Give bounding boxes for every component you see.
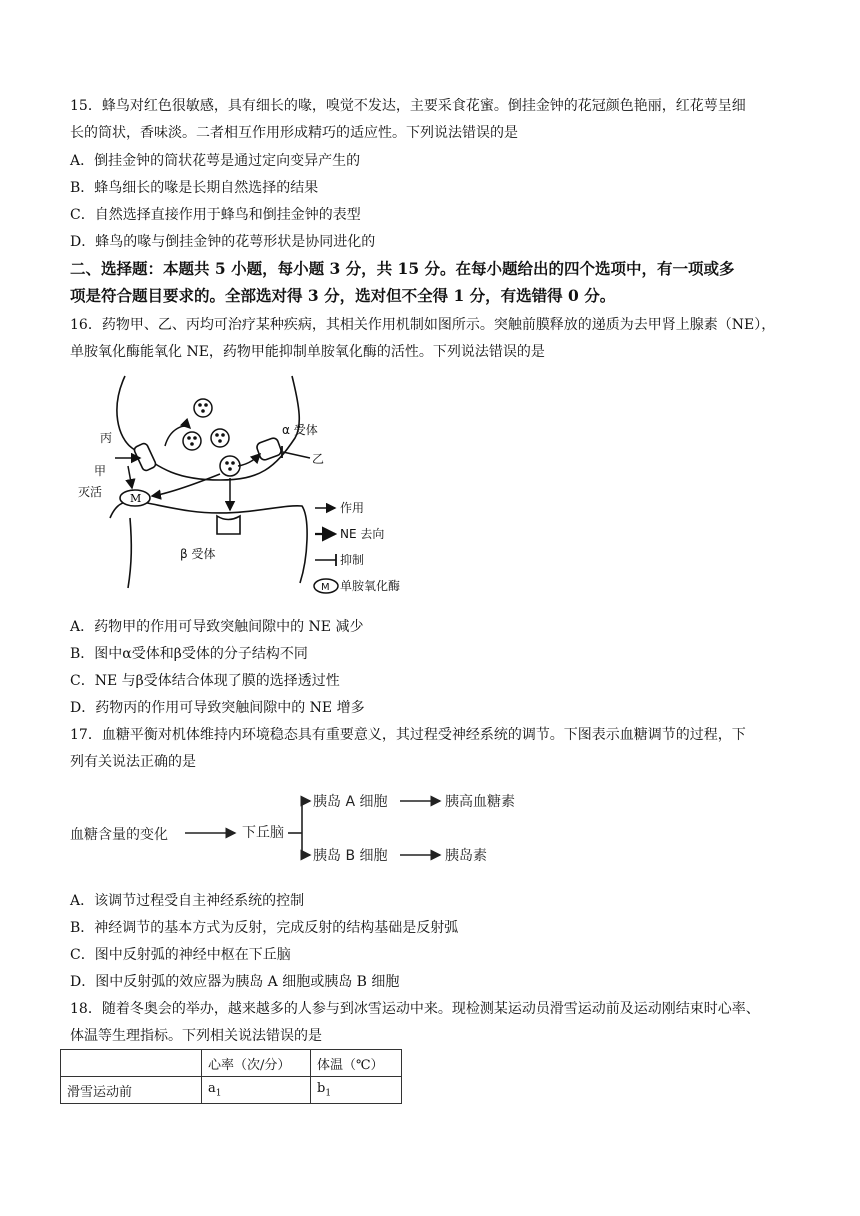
- inhibit-line-yi: [283, 452, 310, 458]
- q15-option-c: C．自然选择直接作用于蜂鸟和倒挂金钟的表型: [70, 207, 361, 223]
- label-yi: 乙: [312, 452, 325, 466]
- arrow-ne-to-alpha: [238, 454, 260, 466]
- postsynaptic-membrane: [110, 501, 307, 583]
- b-letter: b: [317, 1081, 326, 1097]
- q17-option-a: A．该调节过程受自主神经系统的控制: [70, 893, 305, 909]
- table-header-empty: [61, 1050, 202, 1077]
- reuptake-transporter: [133, 442, 157, 471]
- mao-label: M: [130, 492, 142, 505]
- legend-effect: 作用: [340, 501, 365, 515]
- flow-glucagon: 胰高血糖素: [445, 794, 515, 810]
- q16-option-b: B．图中α受体和β受体的分子结构不同: [70, 646, 308, 662]
- table-row-label: 滑雪运动前: [61, 1077, 202, 1104]
- figure-legend: [314, 501, 400, 593]
- flow-beta-cell: 胰岛 B 细胞: [313, 848, 388, 864]
- legend-ne-direction: NE 去向: [340, 527, 385, 541]
- q15-option-b: B．蜂鸟细长的喙是长期自然选择的结果: [70, 180, 319, 196]
- q17-option-b: B．神经调节的基本方式为反射，完成反射的结构基础是反射弧: [70, 920, 459, 936]
- q16-stem-line2: 单胺氧化酶能氧化 NE，药物甲能抑制单胺氧化酶的活性。下列说法错误的是: [70, 344, 545, 360]
- label-bing: 丙: [100, 431, 113, 445]
- q17-stem-line2: 列有关说法正确的是: [70, 754, 196, 770]
- table-row: [61, 1077, 402, 1104]
- a-subscript: 1: [215, 1088, 222, 1099]
- b-subscript: 1: [325, 1088, 332, 1099]
- q17-stem-line1: 17．血糖平衡对机体维持内环境稳态具有重要意义，其过程受神经系统的调节。下图表示血糖调节的过程，下: [70, 727, 746, 743]
- synaptic-vesicles: [183, 399, 240, 476]
- a-letter: a: [208, 1081, 216, 1097]
- blood-sugar-flow-diagram: [70, 782, 540, 878]
- flow-alpha-cell: 胰岛 A 细胞: [313, 794, 388, 810]
- flow-source: 血糖含量的变化: [70, 827, 168, 843]
- vitals-table: [60, 1049, 402, 1104]
- table-header-temperature: 体温（℃）: [311, 1050, 402, 1077]
- q18-stem-line2: 体温等生理指标。下列相关说法错误的是: [70, 1028, 322, 1044]
- q17-option-c: C．图中反射弧的神经中枢在下丘脑: [70, 947, 291, 963]
- q16-option-d: D．药物丙的作用可导致突触间隙中的 NE 增多: [70, 700, 365, 716]
- table-cell-a1: [202, 1077, 311, 1104]
- legend-inhibit: 抑制: [340, 553, 365, 567]
- flow-hypothalamus: 下丘脑: [242, 825, 284, 841]
- q15-stem-line1: 15．蜂鸟对红色很敏感，具有细长的喙，嗅觉不发达，主要采食花蜜。倒挂金钟的花冠颜色艳丽，红花萼呈细: [70, 98, 746, 114]
- q17-option-d: D．图中反射弧的效应器为胰岛 A 细胞或胰岛 B 细胞: [70, 974, 400, 990]
- alpha-receptor: [256, 437, 283, 461]
- q15-option-a: A．倒挂金钟的筒状花萼是通过定向变异产生的: [70, 153, 361, 169]
- section2-heading-line1: 二、选择题：本题共 5 小题，每小题 3 分，共 15 分。在每小题给出的四个选项中，有一项或多: [70, 259, 735, 278]
- legend-mao: 单胺氧化酶: [340, 579, 401, 593]
- q15-stem-line2: 长的筒状，香味淡。二者相互作用形成精巧的适应性。下列说法错误的是: [70, 125, 518, 141]
- q18-stem-line1: 18．随着冬奥会的举办，越来越多的人参与到冰雪运动中来。现检测某运动员滑雪运动前及运动刚结束时心率、: [70, 1001, 760, 1017]
- table-header-heart-rate: 心率（次/分）: [202, 1050, 311, 1077]
- q16-option-a: A．药物甲的作用可导致突触间隙中的 NE 减少: [70, 619, 364, 635]
- flow-insulin: 胰岛素: [445, 848, 487, 864]
- q16-option-c: C．NE 与β受体结合体现了膜的选择透过性: [70, 673, 340, 689]
- q16-stem-line1: 16．药物甲、乙、丙均可治疗某种疾病，其相关作用机制如图所示。突触前膜释放的递质为去甲肾上腺素（NE），: [70, 317, 776, 333]
- arrow-jia: [128, 466, 132, 488]
- postsynaptic-dendrite-left: [128, 518, 131, 588]
- arrow-reuptake: [165, 426, 190, 446]
- synapse-diagram: [70, 368, 420, 608]
- beta-receptor: [217, 516, 240, 534]
- label-miehuo: 灭活: [78, 485, 103, 499]
- label-beta-receptor: β 受体: [180, 547, 216, 561]
- label-jia: 甲: [94, 464, 107, 478]
- legend-m-label: M: [321, 582, 330, 593]
- section2-heading-line2: 项是符合题目要求的。全部选对得 3 分，选对但不全得 1 分，有选错得 0 分。: [70, 286, 616, 305]
- table-cell-b1: [311, 1077, 402, 1104]
- q15-option-d: D．蜂鸟的喙与倒挂金钟的花萼形状是协同进化的: [70, 234, 376, 250]
- label-alpha-receptor: α 受体: [282, 423, 318, 437]
- table-header-row: [61, 1050, 402, 1077]
